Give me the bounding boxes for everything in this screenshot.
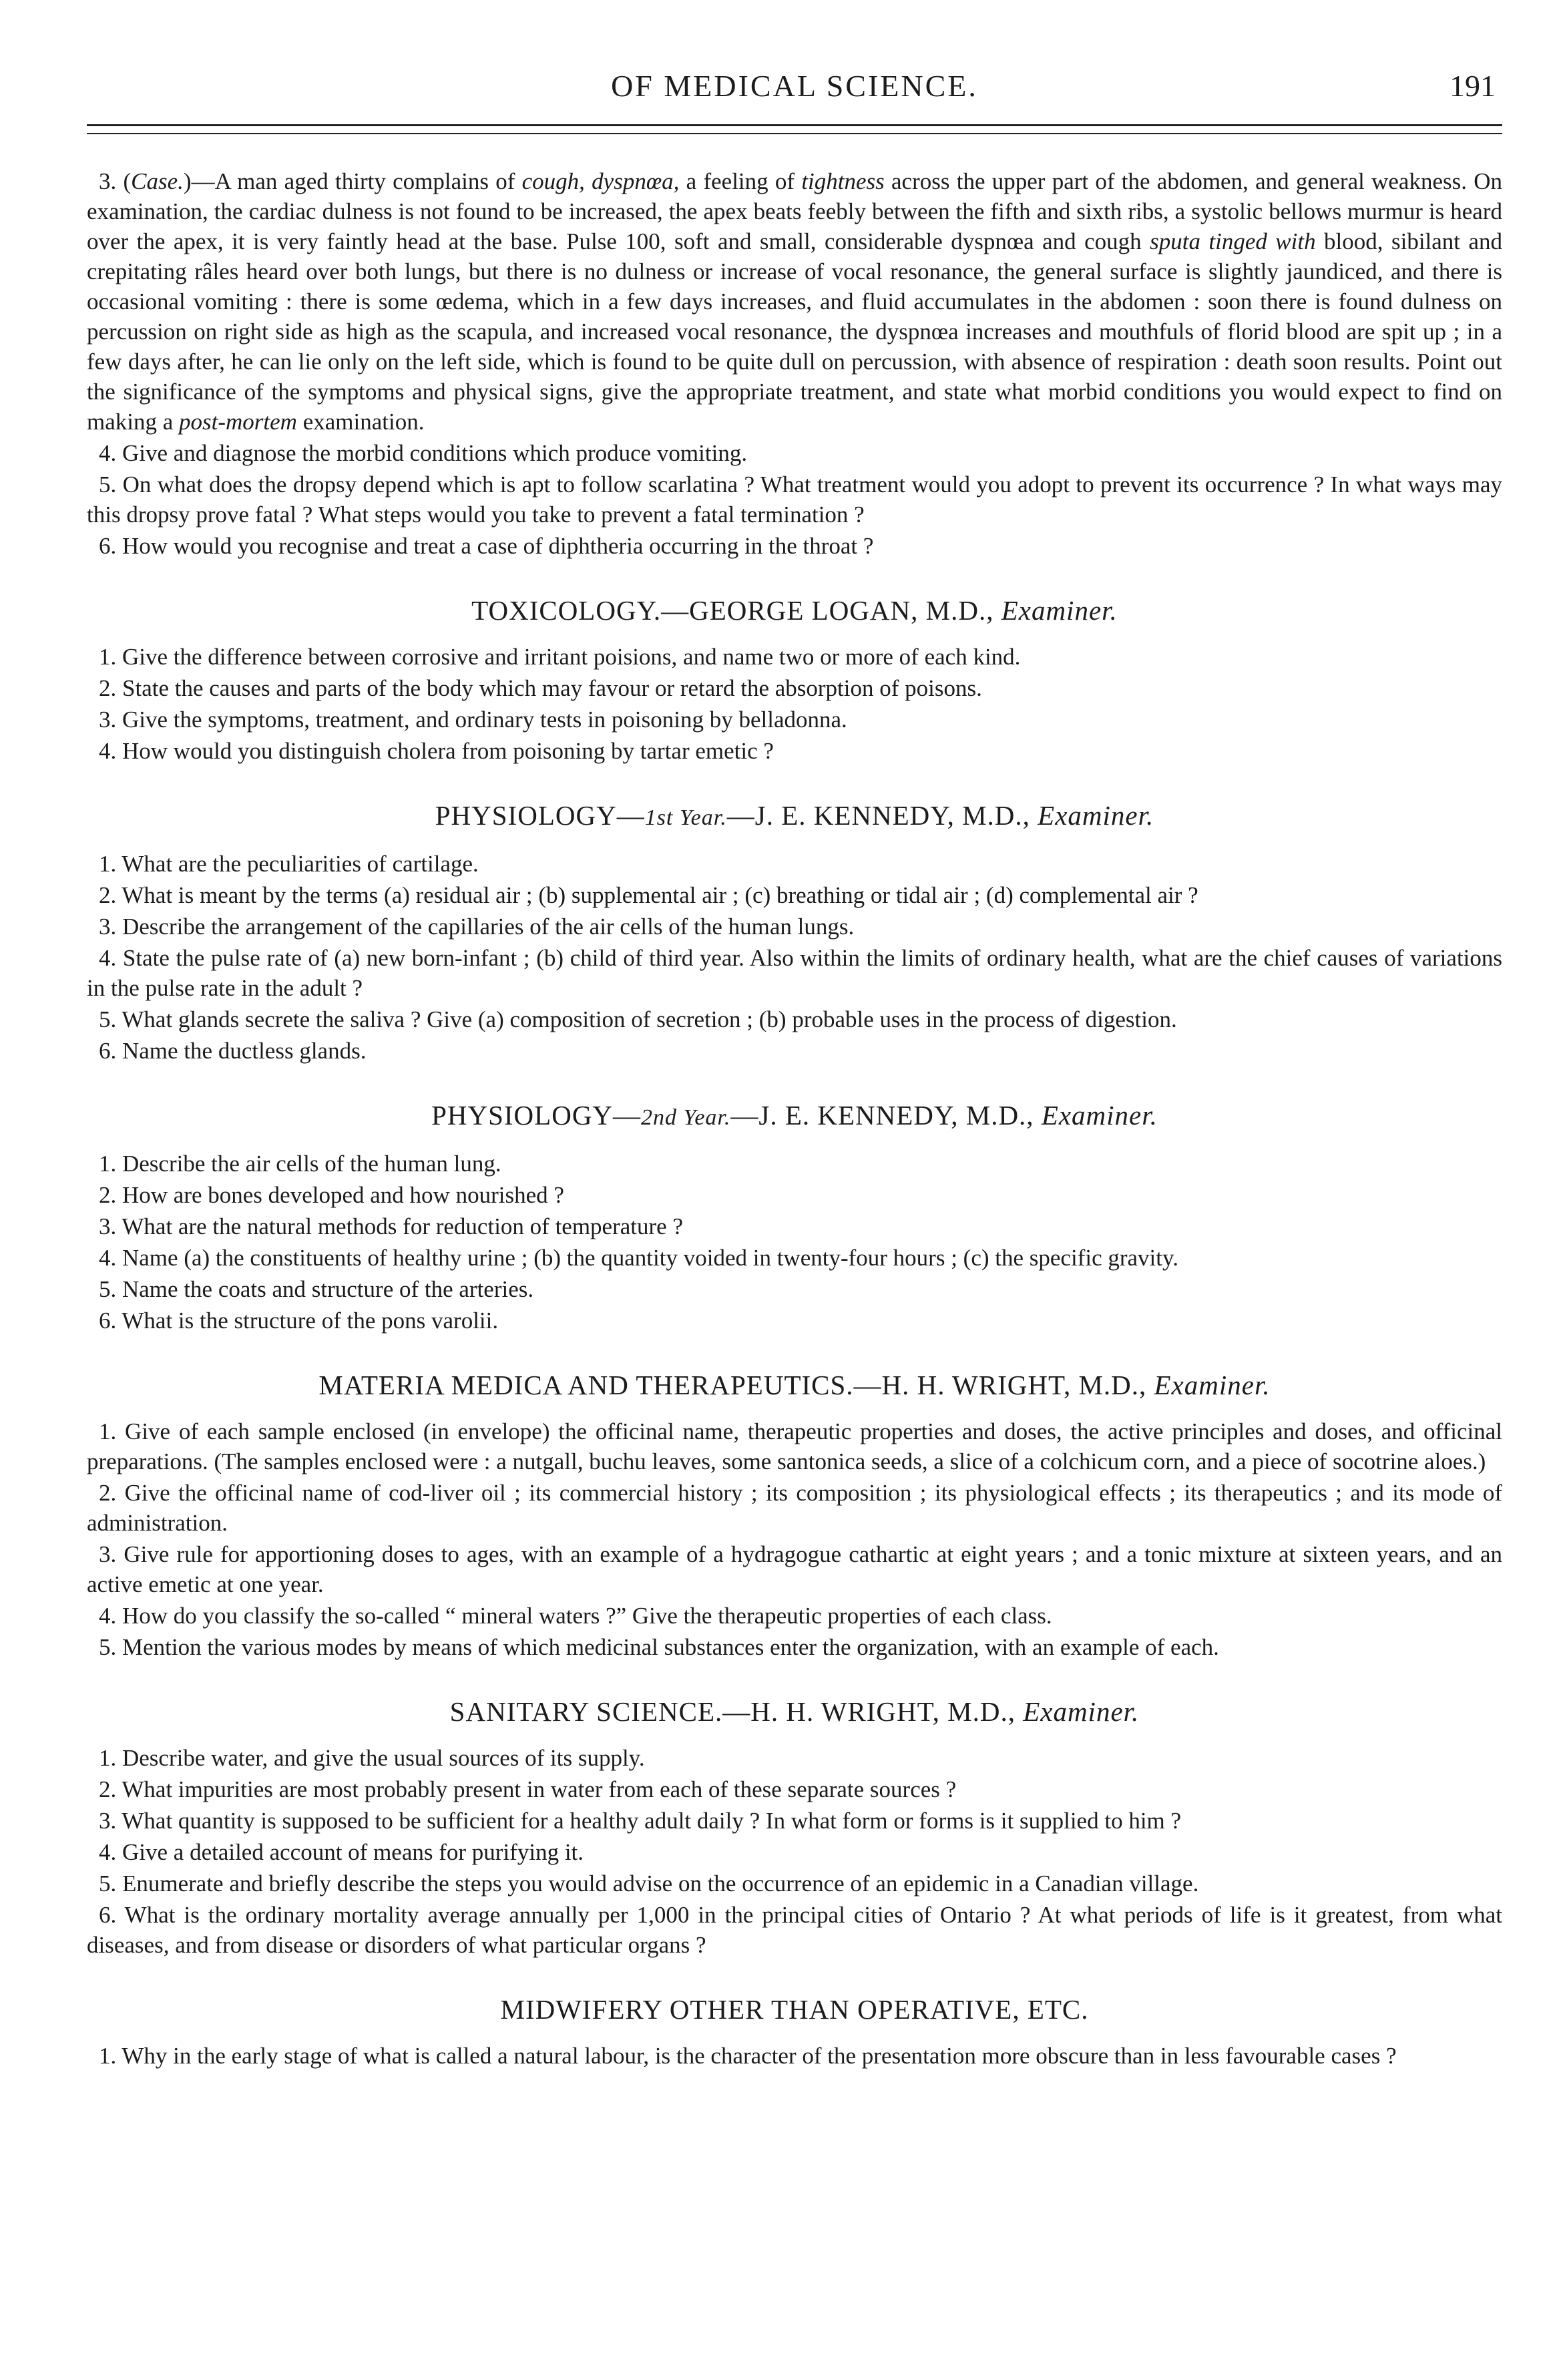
section-title: TOXICOLOGY.—GEORGE LOGAN, M.D., <box>471 595 994 626</box>
question-text: State the causes and parts of the body which may favour or retard the absorption of poisons. <box>122 675 982 701</box>
question-text: Describe water, and give the usual sources of its supply. <box>122 1745 645 1771</box>
question-text: What is the structure of the pons varolii. <box>122 1308 499 1334</box>
question-number: 6. <box>99 1902 125 1928</box>
question <box>87 1036 1502 1066</box>
section-heading <box>87 1370 1502 1400</box>
section-title: MIDWIFERY OTHER THAN OPERATIVE, ETC. <box>500 1994 1089 2025</box>
question-text: How are bones developed and how nourished ? <box>122 1182 564 1208</box>
section-title: PHYSIOLOGY— <box>431 1100 642 1131</box>
question-number: 2. <box>99 1776 122 1802</box>
question-text: Give a detailed account of means for purifying it. <box>122 1839 584 1865</box>
question-text: across the upper part of the abdomen, and general weakness. On examination, the cardiac dulness is not found to be increased, the apex beats feebly between the fifth and sixth ribs, a systolic bellows murmur is heard over the apex, it is very faintly head at the base. Pulse 100, soft and small, considerable dyspnœa and cough <box>87 168 1503 254</box>
question-number: 5. <box>99 471 123 498</box>
question-text: Give and diagnose the morbid conditions which produce vomiting. <box>122 440 748 466</box>
question-text: Give of each sample enclosed (in envelope) the officinal name, therapeutic properties and doses, the active principles and doses, and officinal preparations. (The samples enclosed were : a nutgall, buchu leaves, some santonica seeds, a slice of a colchicum corn, and a piece of socotrine aloes.) <box>87 1418 1503 1474</box>
question <box>87 531 1502 561</box>
question <box>87 1274 1502 1304</box>
running-title: OF MEDICAL SCIENCE. <box>611 69 978 103</box>
question <box>87 1180 1502 1210</box>
question-number: 3. <box>99 707 122 733</box>
question-number: 4. <box>99 1603 122 1629</box>
question-number: 5. <box>99 1006 122 1032</box>
question <box>87 1774 1502 1804</box>
question <box>87 849 1502 879</box>
question-number: 4. <box>99 738 122 764</box>
question <box>87 1211 1502 1241</box>
question-number: 3. <box>99 1213 122 1239</box>
question-text: Give the officinal name of cod-liver oil ; its commercial history ; its composition ; its physiological effects ; its therapeutics ; and its mode of administration. <box>87 1480 1502 1536</box>
section-examiner-name: —J. E. KENNEDY, M.D., <box>726 800 1030 831</box>
question-text: Describe the arrangement of the capillaries of the air cells of the human lungs. <box>122 914 855 940</box>
question-text: Name the coats and structure of the arteries. <box>122 1276 534 1302</box>
question <box>87 1632 1502 1662</box>
question <box>87 1868 1502 1899</box>
question-text: What quantity is supposed to be sufficient for a healthy adult daily ? In what form or forms is it supplied to him ? <box>122 1808 1182 1834</box>
question-number: 3. <box>99 914 122 940</box>
question-number: 2. <box>99 882 122 908</box>
question-number: 1. <box>99 851 122 877</box>
exam-section <box>87 1995 1502 2071</box>
question <box>87 1900 1502 1960</box>
exam-section <box>87 801 1502 1066</box>
question-number: 1. <box>99 1745 122 1771</box>
exam-section <box>87 1697 1502 1960</box>
section-examiner-label: Examiner. <box>993 595 1118 626</box>
question <box>87 1416 1502 1476</box>
question <box>87 943 1502 1003</box>
question-text: Describe the air cells of the human lung. <box>122 1151 501 1177</box>
question-number: 5. <box>99 1870 122 1897</box>
page <box>87 60 1502 2071</box>
question-text: Case. <box>131 168 184 194</box>
question <box>87 1539 1502 1599</box>
question-text: )—A man aged thirty complains of <box>183 168 522 194</box>
section-title: PHYSIOLOGY— <box>435 800 645 831</box>
exam-sections <box>87 596 1502 2071</box>
question-number: 3. <box>99 1808 122 1834</box>
question-text: State the pulse rate of (a) new born-infant ; (b) child of third year. Also within the limits of ordinary health, what are the chief causes of variations in the pulse rate in the adult ? <box>87 945 1503 1001</box>
question-number: 6. <box>99 533 122 559</box>
section-title: MATERIA MEDICA AND THERAPEUTICS.—H. H. WRIGHT, M.D., <box>318 1370 1147 1400</box>
running-header <box>87 60 1502 107</box>
question <box>87 736 1502 766</box>
question <box>87 673 1502 703</box>
question-number: 2. <box>99 1480 125 1506</box>
question-number: 3. <box>99 168 124 194</box>
question-number: 2. <box>99 675 122 701</box>
question-number: 1. <box>99 2043 122 2069</box>
question-text: blood, sibilant and crepitating râles heard over both lungs, but there is no dulness or increase of vocal resonance, the general surface is slightly jaundiced, and there is occasional vomiting : there is some œdema, which in a few days increases, and fluid accumulates in the abdomen : soon there is found dulness on percussion on right side as high as the scapula, and increased vocal resonance, the dyspnœa increases and mouthfuls of florid blood are spit up ; in a few days after, he can lie only on the left side, which is found to be quite dull on percussion, with absence of respiration : death soon results. Point out the significance of the symptoms and physical signs, give the appropriate treatment, and state what morbid conditions you would expect to find on making a <box>87 228 1503 435</box>
exam-section <box>87 596 1502 766</box>
question <box>87 1306 1502 1336</box>
section-year: 2nd Year. <box>641 1105 731 1130</box>
question <box>87 2041 1502 2071</box>
question <box>87 1743 1502 1773</box>
question <box>87 166 1502 437</box>
question-text: Give the symptoms, treatment, and ordinary tests in poisoning by belladonna. <box>122 707 847 733</box>
question <box>87 1243 1502 1273</box>
question-number: 4. <box>99 1839 122 1865</box>
question-text: tightness <box>801 168 885 194</box>
section-heading <box>87 1697 1502 1727</box>
exam-section <box>87 1370 1502 1662</box>
question <box>87 705 1502 735</box>
section-examiner-label: Examiner. <box>1015 1696 1140 1727</box>
question-number: 6. <box>99 1308 122 1334</box>
question <box>87 912 1502 942</box>
question <box>87 642 1502 672</box>
question <box>87 1806 1502 1836</box>
question-text: Give rule for apportioning doses to ages, with an example of a hydragogue cathartic at eight years ; and a tonic mixture at sixteen years, and an active emetic at one year. <box>87 1541 1503 1597</box>
question-number: 5. <box>99 1634 122 1660</box>
header-double-rule <box>87 124 1502 134</box>
exam-content <box>87 166 1502 2071</box>
exam-section <box>87 1101 1502 1336</box>
question-number: 4. <box>99 945 123 971</box>
question-text: How do you classify the so-called “ mineral waters ?” Give the therapeutic properties of each class. <box>122 1603 1052 1629</box>
question-number: 1. <box>99 1418 126 1444</box>
question-number: 1. <box>99 644 122 670</box>
question-number: 3. <box>99 1541 124 1567</box>
question-text: What is meant by the terms (a) residual air ; (b) supplemental air ; (c) breathing or tidal air ; (d) complemental air ? <box>122 882 1198 908</box>
question-text: Name (a) the constituents of healthy urine ; (b) the quantity voided in twenty-four hours ; (c) the specific gravity. <box>122 1245 1178 1271</box>
section-heading <box>87 1995 1502 2025</box>
section-year: 1st Year. <box>644 805 727 830</box>
section-heading <box>87 801 1502 833</box>
question <box>87 1149 1502 1179</box>
question <box>87 469 1502 530</box>
question <box>87 880 1502 910</box>
question-text: Enumerate and briefly describe the steps you would advise on the occurrence of an epidemic in a Canadian village. <box>122 1870 1199 1897</box>
question <box>87 1478 1502 1538</box>
question-text: How would you recognise and treat a case of diphtheria occurring in the throat ? <box>122 533 874 559</box>
section-examiner-label: Examiner. <box>1034 1100 1158 1131</box>
section-examiner-label: Examiner. <box>1146 1370 1271 1400</box>
section-heading <box>87 596 1502 626</box>
question-number: 5. <box>99 1276 122 1302</box>
question-text: What glands secrete the saliva ? Give (a) composition of secretion ; (b) probable uses in the process of digestion. <box>122 1006 1177 1032</box>
question-text: post-mortem <box>179 409 297 435</box>
section-title: SANITARY SCIENCE.—H. H. WRIGHT, M.D., <box>449 1696 1016 1727</box>
question-text: sputa tinged with <box>1150 228 1316 254</box>
question-text: What are the natural methods for reduction of temperature ? <box>122 1213 683 1239</box>
section-examiner-label: Examiner. <box>1030 800 1154 831</box>
question-number: 4. <box>99 440 122 466</box>
question <box>87 438 1502 468</box>
question-text: Name the ductless glands. <box>122 1038 367 1064</box>
question-text: Why in the early stage of what is called a natural labour, is the character of the presentation more obscure than in less favourable cases ? <box>122 2043 1397 2069</box>
section-heading <box>87 1101 1502 1133</box>
question-text: Give the difference between corrosive and irritant poisions, and name two or more of each kind. <box>122 644 1021 670</box>
question <box>87 1837 1502 1867</box>
question-text: What impurities are most probably present in water from each of these separate sources ? <box>122 1776 957 1802</box>
section-examiner-name: —J. E. KENNEDY, M.D., <box>730 1100 1034 1131</box>
question-text: examination. <box>296 409 425 435</box>
question-number: 4. <box>99 1245 122 1271</box>
question-text: What is the ordinary mortality average annually per 1,000 in the principal cities of Ontario ? At what periods of life is it greatest, from what diseases, and from disease or disorders of what particular organs ? <box>87 1902 1503 1958</box>
question-number: 1. <box>99 1151 122 1177</box>
question <box>87 1601 1502 1631</box>
question-number: 2. <box>99 1182 122 1208</box>
question-number: 6. <box>99 1038 122 1064</box>
question <box>87 1004 1502 1034</box>
question-text: Mention the various modes by means of which medicinal substances enter the organization, with an example of each. <box>122 1634 1219 1660</box>
question-text: ( <box>123 168 132 194</box>
question-text: cough, dyspnœa, <box>521 168 680 194</box>
medicine-questions-continued <box>87 166 1502 561</box>
page-number: 191 <box>1449 69 1496 103</box>
question-text: What are the peculiarities of cartilage. <box>122 851 479 877</box>
question-text: On what does the dropsy depend which is apt to follow scarlatina ? What treatment would you adopt to prevent its occurrence ? In what ways may this dropsy prove fatal ? What steps would you take to prevent a fatal termination ? <box>87 471 1502 528</box>
question-text: a feeling of <box>679 168 802 194</box>
question-text: How would you distinguish cholera from poisoning by tartar emetic ? <box>122 738 774 764</box>
